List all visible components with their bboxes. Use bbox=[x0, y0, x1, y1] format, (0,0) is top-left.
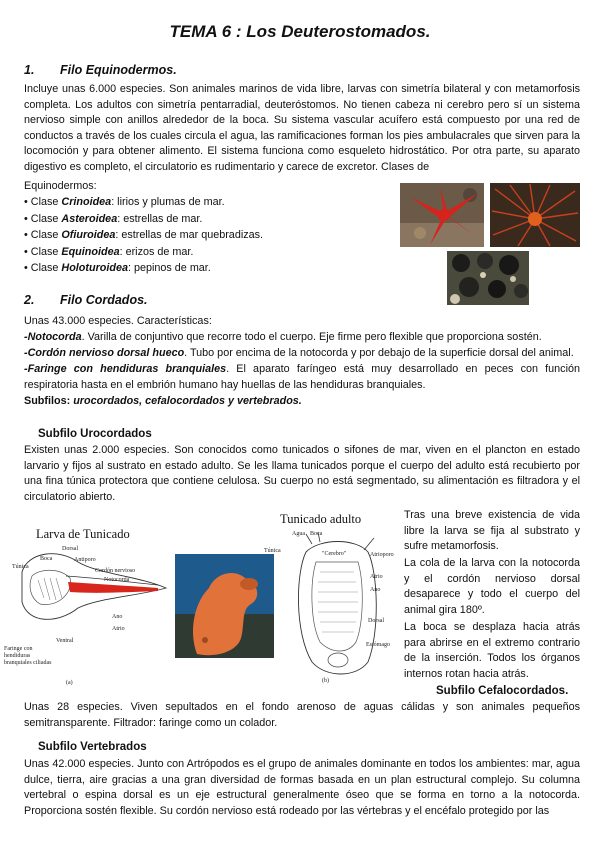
starfish-photo bbox=[400, 183, 484, 247]
fig-label: Boca bbox=[310, 531, 323, 537]
fig-label: Notocorda bbox=[104, 577, 130, 583]
fig-label: Túnica bbox=[264, 548, 281, 554]
fig-label: Boca bbox=[40, 556, 53, 562]
fig-label: Antiporo bbox=[74, 557, 96, 563]
tunicate-adult-diagram bbox=[276, 512, 398, 690]
fig-label: Ano bbox=[370, 587, 381, 593]
verte-paragraph: Unas 42.000 especies. Junto con Artrópodos es el grupo de animales dominante en todos los ambientes: mar, agua dulce, tierra, aire gracias a una gran diversidad de formas basada en un plan estructural complejo. Su columna vertebral o espina dorsal es un eje estructural generalmente óseo que se forma en torno a la notocorda. Proporciona sostén flexible. Su cordón nervioso está rodeado por las vértebras y el encéfalo protegido por las bbox=[24, 758, 580, 817]
cordados-intro: Unas 43.000 especies. Características: bbox=[24, 315, 212, 327]
classes-intro: Equinodermos: bbox=[24, 180, 97, 192]
fig-label: Agua bbox=[292, 531, 305, 537]
section1-heading: Filo Equinodermos. bbox=[60, 63, 177, 77]
uro-side-text-2: La cola de la larva con la notocorda y el cordón nervioso dorsal desaparece y todo el cuerpo del animal gira 180º. bbox=[404, 557, 580, 616]
uro-paragraph: Existen unas 2.000 especies. Son conocidos como tunicados o sifones de mar, viven en el plancton en estado larvario y fijos al sustrato en estado adulto. Se les llama tunicados porque el cuerpo del adulto está recubierto por una fina túnica protectora que contiene celulosa. Su cuerpo no está segmentado, su alimentación es filtradora y el circulatorio abierto. bbox=[24, 444, 580, 503]
subfilos-line: Subfilos: urocordados, cefalocordados y vertebrados. bbox=[24, 395, 302, 407]
tunicate-photo bbox=[175, 554, 274, 658]
uro-heading: Subfilo Urocordados bbox=[38, 428, 152, 440]
section2-number: 2. bbox=[24, 293, 35, 307]
section1-paragraph: Incluye unas 6.000 especies. Son animales marinos de vida libre, larvas con simetría bilateral y con metamorfosis completa. Los adultos con simetría pentarradial, deuteróstomos. No tienen cabeza ni cerebro pero sí un sistema nervioso simple con anillos alrededor de la boca. Su sistema vascular acuífero está compuesto por una red de conductos a través de los cuales circula el agua, las ramificaciones forman los pies ambulacrales que sirven para la locomoción y para obtener alimento. El sistema funciona como esqueleto hidrostático. Por otra parte, su aparato digestivo es completo, el circulatorio es rudimentario y carece de excretor. Clases de bbox=[24, 83, 580, 173]
feature-notocorda: -Notocorda. Varilla de conjuntivo que recorre todo el cuerpo. Eje firme pero flexible que proporciona sostén. bbox=[24, 331, 542, 343]
class-item: • Clase Crinoidea: lirios y plumas de mar. bbox=[24, 196, 225, 208]
fig-label: Dorsal bbox=[62, 546, 78, 552]
sea-urchin-photo bbox=[447, 251, 529, 305]
fig-label: Dorsal bbox=[368, 618, 384, 624]
class-item: • Clase Ofiuroidea: estrellas de mar quebradizas. bbox=[24, 229, 264, 241]
fig-label: "Cerebro" bbox=[322, 551, 347, 557]
page-title: TEMA 6 : Los Deuterostomados. bbox=[169, 22, 431, 41]
section1-number: 1. bbox=[24, 63, 35, 77]
fig-label: Cordón nervioso bbox=[95, 568, 136, 574]
feature-cordon: -Cordón nervioso dorsal hueco. Tubo por encima de la notocorda y por debajo de la superficie dorsal del animal. bbox=[24, 347, 574, 359]
fig-label: Faringe con hendiduras branquiales ciliadas bbox=[4, 646, 52, 666]
fig-label: Atrioporo bbox=[370, 552, 394, 558]
feature-faringe: -Faringe con hendiduras branquiales. El aparato faríngeo está muy desarrollado en peces con función respiratoria hasta en el embrión humano hay huellas de las hendiduras branquiales. bbox=[24, 363, 580, 391]
fig-label: Estómago bbox=[366, 642, 390, 648]
crinoid-photo bbox=[490, 183, 580, 247]
adult-title: Tunicado adulto bbox=[280, 512, 362, 526]
class-item: • Clase Asteroidea: estrellas de mar. bbox=[24, 212, 203, 225]
uro-side-text-3: La boca se desplaza hacia atrás para abrirse en el extremo contrario de la inserción. Todos los órganos internos rotan hacia atrás. bbox=[404, 621, 580, 680]
fig-label: (a) bbox=[66, 680, 73, 686]
fig-label: Atrio bbox=[112, 626, 125, 632]
cefalo-paragraph: Unas 28 especies. Viven sepultados en el fondo arenoso de aguas cálidas y son animales pequeños semitransparente. Filtrador: faringe como un colador. bbox=[24, 701, 580, 729]
class-item: • Clase Equinoidea: erizos de mar. bbox=[24, 245, 194, 258]
verte-heading: Subfilo Vertebrados bbox=[38, 741, 147, 753]
section2-heading: Filo Cordados. bbox=[60, 293, 148, 307]
cefalo-heading: Subfilo Cefalocordados. bbox=[436, 685, 569, 697]
class-list bbox=[24, 194, 394, 277]
fig-label: (b) bbox=[322, 678, 329, 684]
fig-label: Ventral bbox=[56, 638, 74, 644]
class-item: • Clase Holoturoidea: pepinos de mar. bbox=[24, 262, 211, 274]
fig-label: Atrio bbox=[370, 574, 383, 580]
uro-side-text-1: Tras una breve existencia de vida libre la larva se fija al substrato y sufre metamorfosis. bbox=[404, 509, 580, 553]
larva-title: Larva de Tunicado bbox=[36, 527, 130, 541]
fig-label: Ano bbox=[112, 614, 123, 620]
fig-label: Túnica bbox=[12, 564, 29, 570]
